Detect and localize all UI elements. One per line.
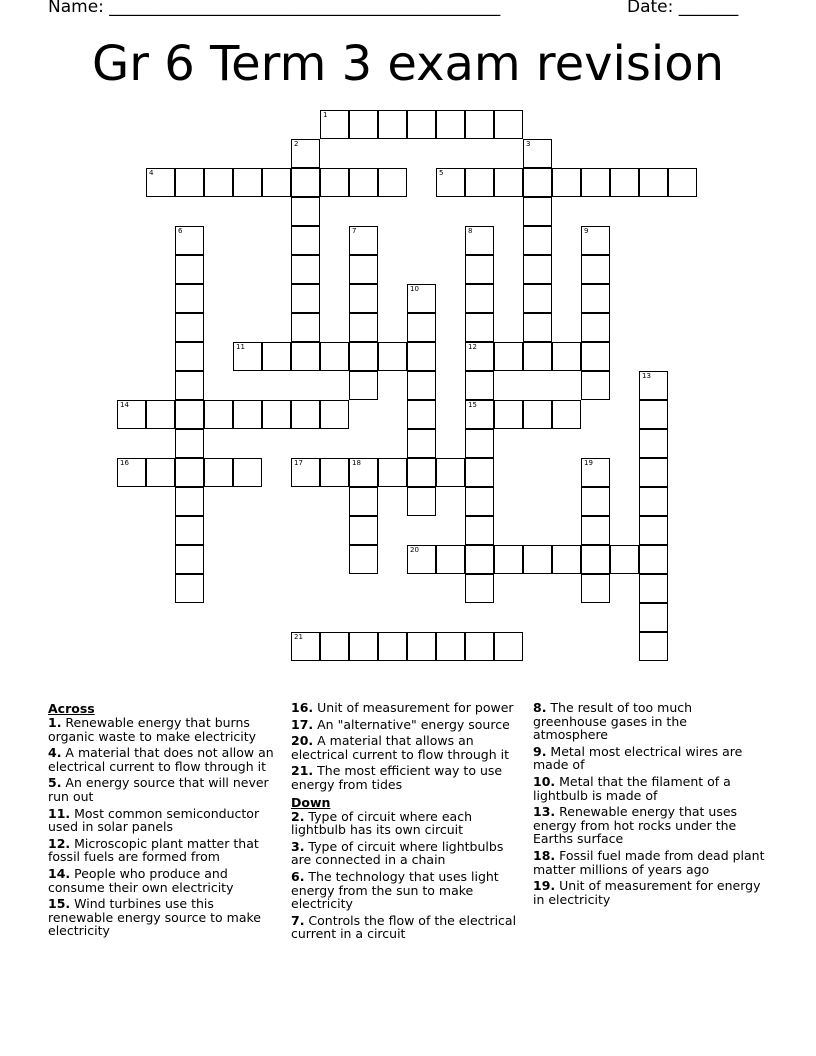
grid-cell[interactable]: [378, 458, 407, 487]
grid-cell[interactable]: [146, 400, 175, 429]
clue-item: [291, 810, 523, 837]
clue-number: 9: [584, 227, 589, 235]
grid-cell[interactable]: [552, 168, 581, 197]
grid-cell[interactable]: [436, 110, 465, 139]
clue-item-number: 8.: [533, 700, 547, 715]
clue-number: 13: [642, 372, 651, 380]
clue-number: 2: [294, 140, 299, 148]
clue-item-text: A material that allows an electrical current to flow through it: [291, 733, 509, 762]
grid-cell[interactable]: [175, 458, 204, 487]
clue-number: 10: [410, 285, 419, 293]
grid-cell[interactable]: [407, 284, 436, 313]
grid-cell[interactable]: [523, 255, 552, 284]
grid-cell[interactable]: [320, 458, 349, 487]
clue-item-text: Metal that the filament of a lightbulb is made of: [533, 773, 731, 803]
grid-cell[interactable]: [175, 313, 204, 342]
clue-item-number: 9.: [533, 743, 547, 759]
grid-cell[interactable]: [407, 313, 436, 342]
grid-cell[interactable]: [146, 168, 175, 197]
clue-item: [533, 775, 765, 802]
date-field[interactable]: Date: _______: [627, 0, 739, 17]
grid-cell[interactable]: [407, 458, 436, 487]
clue-item-text: Renewable energy that burns organic waste to make electricity: [48, 715, 257, 744]
clue-item-number: 16.: [291, 700, 314, 715]
clue-item: [48, 837, 280, 864]
clue-item: [48, 897, 280, 938]
grid-cell[interactable]: [523, 226, 552, 255]
clue-item-text: The result of too much greenhouse gases in the atmosphere: [533, 700, 693, 743]
clue-number: 17: [294, 459, 303, 467]
grid-cell[interactable]: [523, 197, 552, 226]
grid-cell[interactable]: [523, 545, 552, 574]
grid-cell[interactable]: [523, 284, 552, 313]
grid-cell[interactable]: [581, 574, 610, 603]
grid-cell[interactable]: [523, 342, 552, 371]
grid-cell[interactable]: [117, 400, 146, 429]
clue-number: 5: [439, 169, 444, 177]
grid-cell[interactable]: [639, 487, 668, 516]
clue-item-number: 1.: [48, 715, 62, 730]
clue-item: [291, 764, 523, 791]
grid-cell[interactable]: [465, 487, 494, 516]
grid-cell[interactable]: [291, 197, 320, 226]
grid-cell[interactable]: [233, 342, 262, 371]
clue-item: [533, 805, 765, 846]
clue-number: 12: [468, 343, 477, 351]
grid-cell[interactable]: [494, 168, 523, 197]
grid-cell[interactable]: [204, 168, 233, 197]
clue-item-text: Most common semiconductor used in solar panels: [48, 805, 260, 835]
grid-cell[interactable]: [523, 313, 552, 342]
grid-cell[interactable]: [349, 313, 378, 342]
clue-item-number: 17.: [291, 716, 314, 732]
clue-item-number: 7.: [291, 912, 305, 928]
grid-cell[interactable]: [465, 110, 494, 139]
grid-cell[interactable]: [378, 632, 407, 661]
clue-number: 16: [120, 459, 129, 467]
clue-item-text: People who produce and consume their own electricity: [48, 865, 234, 895]
grid-cell[interactable]: [407, 429, 436, 458]
clue-item-number: 2.: [291, 808, 305, 824]
grid-cell[interactable]: [175, 342, 204, 371]
grid-cell[interactable]: [494, 342, 523, 371]
grid-cell[interactable]: [465, 342, 494, 371]
grid-cell[interactable]: [349, 226, 378, 255]
grid-cell[interactable]: [436, 632, 465, 661]
grid-cell[interactable]: [465, 458, 494, 487]
clue-number: 11: [236, 343, 245, 351]
grid-cell[interactable]: [465, 284, 494, 313]
grid-cell[interactable]: [465, 429, 494, 458]
grid-cell[interactable]: [291, 458, 320, 487]
clue-item-text: An "alternative" energy source: [313, 716, 510, 732]
grid-cell[interactable]: [320, 400, 349, 429]
grid-cell[interactable]: [407, 371, 436, 400]
grid-cell[interactable]: [639, 632, 668, 661]
clue-number: 19: [584, 459, 593, 467]
grid-cell[interactable]: [175, 400, 204, 429]
clue-item-number: 15.: [48, 896, 71, 912]
grid-cell[interactable]: [436, 458, 465, 487]
name-field[interactable]: Name: ______________________________________________: [48, 0, 501, 17]
grid-cell[interactable]: [523, 400, 552, 429]
grid-cell[interactable]: [465, 516, 494, 545]
clue-item-number: 18.: [533, 847, 556, 863]
grid-cell[interactable]: [117, 458, 146, 487]
grid-cell[interactable]: [378, 168, 407, 197]
grid-cell[interactable]: [552, 545, 581, 574]
grid-cell[interactable]: [610, 545, 639, 574]
clue-number: 4: [149, 169, 154, 177]
grid-cell[interactable]: [494, 545, 523, 574]
grid-cell[interactable]: [407, 342, 436, 371]
grid-cell[interactable]: [175, 168, 204, 197]
clue-item-text: Unit of measurement for power: [313, 700, 514, 715]
grid-cell[interactable]: [668, 168, 697, 197]
clue-item-text: Type of circuit where each lightbulb has its own circuit: [291, 808, 472, 838]
clue-item: [48, 807, 280, 834]
clue-item: [291, 870, 523, 911]
grid-cell[interactable]: [349, 487, 378, 516]
clue-number: 6: [178, 227, 183, 235]
grid-cell[interactable]: [291, 400, 320, 429]
grid-cell[interactable]: [494, 632, 523, 661]
grid-cell[interactable]: [175, 371, 204, 400]
clue-number: 21: [294, 633, 303, 641]
grid-cell[interactable]: [639, 400, 668, 429]
clue-item-text: A material that does not allow an electrical current to flow through it: [48, 745, 274, 774]
clue-item-number: 6.: [291, 868, 305, 884]
clue-item-text: Controls the flow of the electrical current in a circuit: [291, 912, 517, 942]
grid-cell[interactable]: [639, 458, 668, 487]
clue-item-text: Fossil fuel made from dead plant matter millions of years ago: [533, 847, 765, 877]
clue-item-text: Wind turbines use this renewable energy source to make electricity: [48, 896, 261, 939]
clue-number: 3: [526, 140, 531, 148]
clue-item: [291, 914, 523, 941]
grid-cell[interactable]: [523, 139, 552, 168]
grid-cell[interactable]: [552, 342, 581, 371]
grid-cell[interactable]: [349, 284, 378, 313]
grid-cell[interactable]: [378, 110, 407, 139]
grid-cell[interactable]: [407, 487, 436, 516]
clue-item-text: Renewable energy that uses energy from hot rocks under the Earths surface: [533, 804, 738, 847]
across-heading: Across: [48, 701, 95, 716]
grid-cell[interactable]: [349, 632, 378, 661]
grid-cell[interactable]: [146, 458, 175, 487]
grid-cell[interactable]: [349, 371, 378, 400]
grid-cell[interactable]: [494, 400, 523, 429]
grid-cell[interactable]: [175, 487, 204, 516]
grid-cell[interactable]: [581, 516, 610, 545]
grid-cell[interactable]: [204, 400, 233, 429]
clue-number: 8: [468, 227, 473, 235]
grid-cell[interactable]: [233, 458, 262, 487]
grid-cell[interactable]: [639, 168, 668, 197]
clue-item-number: 5.: [48, 775, 62, 791]
grid-cell[interactable]: [581, 458, 610, 487]
clue-item-number: 11.: [48, 805, 71, 821]
grid-cell[interactable]: [407, 110, 436, 139]
clue-item-number: 12.: [48, 835, 71, 851]
grid-cell[interactable]: [291, 313, 320, 342]
grid-cell[interactable]: [494, 110, 523, 139]
clue-number: 14: [120, 401, 129, 409]
clue-column-3: [533, 701, 765, 909]
clue-item: [533, 879, 765, 906]
clue-item-text: The most efficient way to use energy from tides: [291, 763, 503, 792]
grid-cell[interactable]: [349, 545, 378, 574]
grid-cell[interactable]: [581, 226, 610, 255]
grid-cell[interactable]: [378, 342, 407, 371]
grid-cell[interactable]: [175, 284, 204, 313]
clue-item: [291, 840, 523, 867]
grid-cell[interactable]: [175, 516, 204, 545]
grid-cell[interactable]: [465, 371, 494, 400]
grid-cell[interactable]: [349, 516, 378, 545]
grid-cell[interactable]: [204, 458, 233, 487]
grid-cell[interactable]: [291, 139, 320, 168]
grid-cell[interactable]: [349, 110, 378, 139]
clue-item: [48, 776, 280, 803]
grid-cell[interactable]: [436, 168, 465, 197]
clue-item: [533, 849, 765, 876]
grid-cell[interactable]: [291, 226, 320, 255]
clue-item-number: 3.: [291, 838, 305, 854]
grid-cell[interactable]: [349, 342, 378, 371]
clue-item-text: Metal most electrical wires are made of: [533, 743, 743, 773]
page-title: Gr 6 Term 3 exam revision: [92, 36, 724, 92]
clue-item-number: 20.: [291, 733, 314, 749]
clue-item: [291, 701, 523, 715]
clue-item-text: The technology that uses light energy from the sun to make electricity: [291, 868, 499, 912]
grid-cell[interactable]: [291, 284, 320, 313]
clue-column-1: [48, 701, 280, 941]
grid-cell[interactable]: [465, 574, 494, 603]
grid-cell[interactable]: [320, 110, 349, 139]
grid-cell[interactable]: [552, 400, 581, 429]
grid-cell[interactable]: [262, 400, 291, 429]
grid-cell[interactable]: [320, 168, 349, 197]
clue-item-number: 21.: [291, 763, 314, 779]
grid-cell[interactable]: [175, 574, 204, 603]
grid-cell[interactable]: [581, 168, 610, 197]
grid-cell[interactable]: [233, 168, 262, 197]
grid-cell[interactable]: [639, 603, 668, 632]
grid-cell[interactable]: [465, 313, 494, 342]
grid-cell[interactable]: [581, 284, 610, 313]
clue-number: 7: [352, 227, 357, 235]
clue-item-number: 10.: [533, 773, 556, 789]
grid-cell[interactable]: [581, 342, 610, 371]
clue-item: [48, 867, 280, 894]
grid-cell[interactable]: [523, 168, 552, 197]
grid-cell[interactable]: [175, 226, 204, 255]
grid-cell[interactable]: [407, 632, 436, 661]
grid-cell[interactable]: [291, 255, 320, 284]
grid-cell[interactable]: [175, 545, 204, 574]
grid-cell[interactable]: [320, 632, 349, 661]
clue-item-number: 19.: [533, 878, 556, 894]
grid-cell[interactable]: [291, 632, 320, 661]
grid-cell[interactable]: [349, 458, 378, 487]
grid-cell[interactable]: [175, 429, 204, 458]
grid-cell[interactable]: [233, 400, 262, 429]
clue-item-text: Type of circuit where lightbulbs are connected in a chain: [291, 838, 504, 868]
clue-item-text: Unit of measurement for energy in electricity: [533, 878, 761, 907]
grid-cell[interactable]: [581, 255, 610, 284]
grid-cell[interactable]: [291, 168, 320, 197]
clue-number: 18: [352, 459, 361, 467]
grid-cell[interactable]: [581, 545, 610, 574]
clue-item-text: Microscopic plant matter that fossil fuels are formed from: [48, 835, 259, 865]
clue-item-number: 13.: [533, 804, 556, 820]
grid-cell[interactable]: [349, 168, 378, 197]
clue-item-number: 14.: [48, 865, 71, 881]
clue-column-2: [291, 701, 523, 944]
down-heading: Down: [291, 794, 331, 810]
grid-cell[interactable]: [465, 255, 494, 284]
clue-item: [533, 701, 765, 742]
grid-cell[interactable]: [349, 255, 378, 284]
clue-item: [533, 745, 765, 772]
grid-cell[interactable]: [262, 342, 291, 371]
grid-cell[interactable]: [465, 226, 494, 255]
grid-cell[interactable]: [581, 371, 610, 400]
clue-item: [48, 716, 280, 743]
grid-cell[interactable]: [639, 516, 668, 545]
grid-cell[interactable]: [465, 168, 494, 197]
clue-item-number: 4.: [48, 745, 62, 761]
clue-item: [291, 734, 523, 761]
clue-item: [291, 718, 523, 732]
grid-cell[interactable]: [291, 342, 320, 371]
grid-cell[interactable]: [465, 400, 494, 429]
grid-cell[interactable]: [639, 545, 668, 574]
grid-cell[interactable]: [320, 342, 349, 371]
clue-number: 20: [410, 546, 419, 554]
clue-number: 1: [323, 111, 328, 119]
grid-cell[interactable]: [262, 168, 291, 197]
grid-cell[interactable]: [639, 574, 668, 603]
grid-cell[interactable]: [175, 255, 204, 284]
grid-cell[interactable]: [581, 487, 610, 516]
grid-cell[interactable]: [407, 545, 436, 574]
grid-cell[interactable]: [407, 400, 436, 429]
grid-cell[interactable]: [465, 632, 494, 661]
grid-cell[interactable]: [639, 371, 668, 400]
grid-cell[interactable]: [610, 168, 639, 197]
clue-number: 15: [468, 401, 477, 409]
grid-cell[interactable]: [639, 429, 668, 458]
grid-cell[interactable]: [465, 545, 494, 574]
clue-item: [48, 746, 280, 773]
grid-cell[interactable]: [581, 313, 610, 342]
clue-item-text: An energy source that will never run out: [48, 775, 269, 804]
grid-cell[interactable]: [436, 545, 465, 574]
